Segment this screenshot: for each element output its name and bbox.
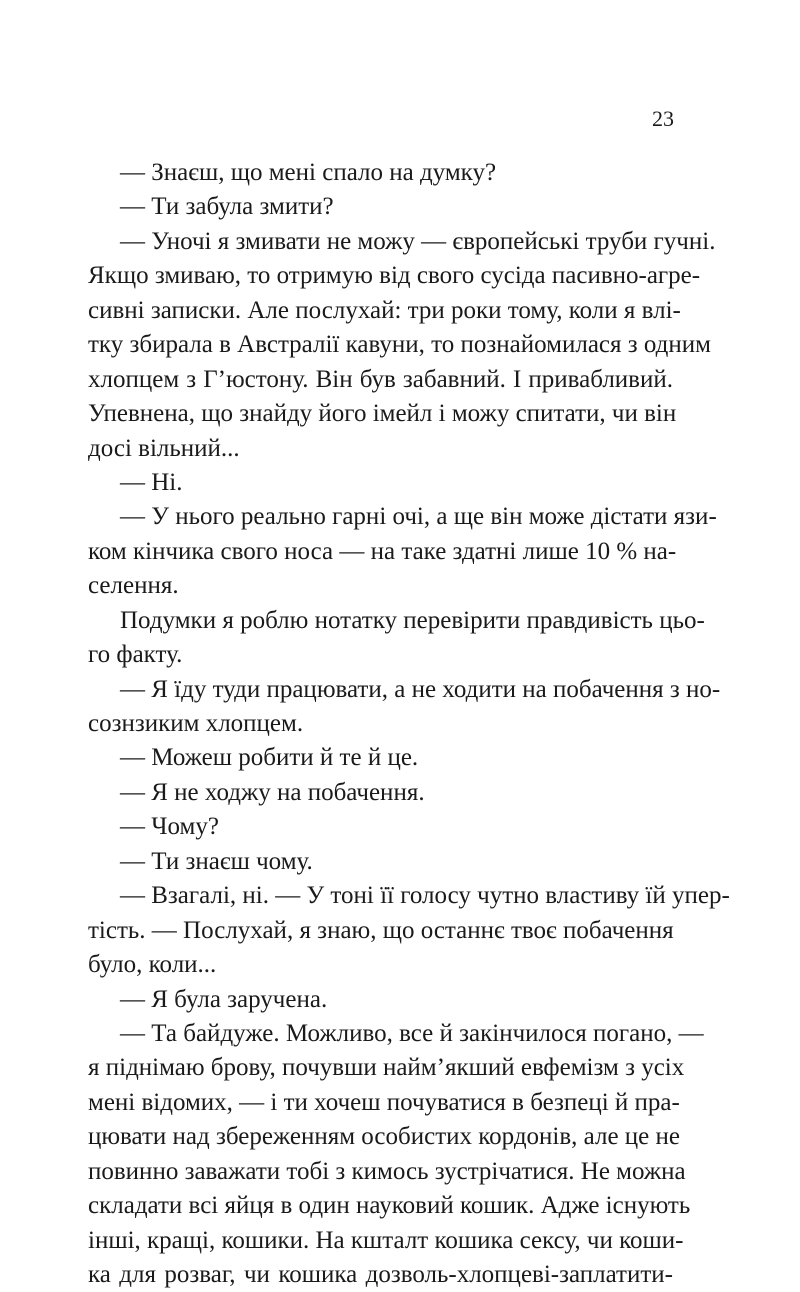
text-line: — Ні.: [120, 468, 183, 496]
text-line: — Чому?: [120, 813, 219, 841]
text-line: — Можеш робити й те й це.: [120, 744, 419, 772]
text-line: було, коли...: [88, 951, 217, 979]
text-line: — Ти забула змити?: [120, 193, 334, 221]
text-line: селення.: [88, 572, 179, 600]
text-line: тість. — Послухай, я знаю, що останнє твоє побачення: [88, 916, 674, 944]
text-line: мені відомих, — і ти хочеш почуватися в безпеці й пра-: [88, 1088, 680, 1116]
text-line: — Та байдуже. Можливо, все й закінчилося погано, —: [120, 1019, 704, 1047]
text-line: го факту.: [88, 641, 183, 669]
text-line: — Я їду туди працювати, а не ходити на побачення з но-: [120, 675, 721, 703]
text-line: цювати над збереженням особистих кордонів, але це не: [88, 1123, 681, 1151]
text-line: — У нього реально гарні очі, а ще він може дістати язи-: [120, 503, 717, 531]
text-line: — Я була заручена.: [120, 985, 328, 1013]
text-line: хлопцем з Г’юстону. Він був забавний. І привабливий.: [88, 365, 673, 393]
text-line: ка для розваг, чи кошика дозволь-хлопцеві-заплатити-: [88, 1261, 673, 1288]
body-text: [88, 156, 730, 1292]
text-line: сознзиким хлопцем.: [88, 710, 304, 737]
text-line: Упевнена, що знайду його імейл і можу спитати, чи він: [88, 400, 677, 428]
text-line: складати всі яйця в один науковий кошик. Адже існують: [88, 1192, 691, 1220]
text-line: — Ти знаєш чому.: [120, 847, 313, 875]
text-line: повинно заважати тобі з кимось зустрічатися. Не можна: [88, 1157, 686, 1185]
text-line: Подумки я роблю нотатку перевірити правдивість цьо-: [120, 606, 705, 634]
page-number: 23: [652, 106, 674, 131]
text-line: ком кінчика свого носа — на таке здатні лише 10 % на-: [88, 537, 677, 565]
text-line: сивні записки. Але послухай: три роки тому, коли я влі-: [88, 296, 681, 324]
text-line: — Я не ходжу на побачення.: [120, 778, 425, 806]
text-line: — Знаєш, що мені спало на думку?: [120, 159, 497, 186]
text-line: я піднімаю брову, почувши найм’якший евфемізм з усіх: [88, 1054, 685, 1082]
text-line: Якщо змиваю, то отримую від свого сусіда пасивно-агре-: [88, 262, 701, 290]
text-line: досі вільний...: [88, 434, 240, 462]
text-line: тку збирала в Австралії кавуни, то познайомилася з одним: [88, 331, 711, 359]
text-line: інші, кращі, кошики. На кшталт кошика сексу, чи коши-: [88, 1226, 684, 1254]
text-line: — Уночі я змивати не можу — європейські труби гучні.: [120, 227, 716, 255]
text-line: — Взагалі, ні. — У тоні її голосу чутно властиву їй упер-: [120, 882, 730, 910]
